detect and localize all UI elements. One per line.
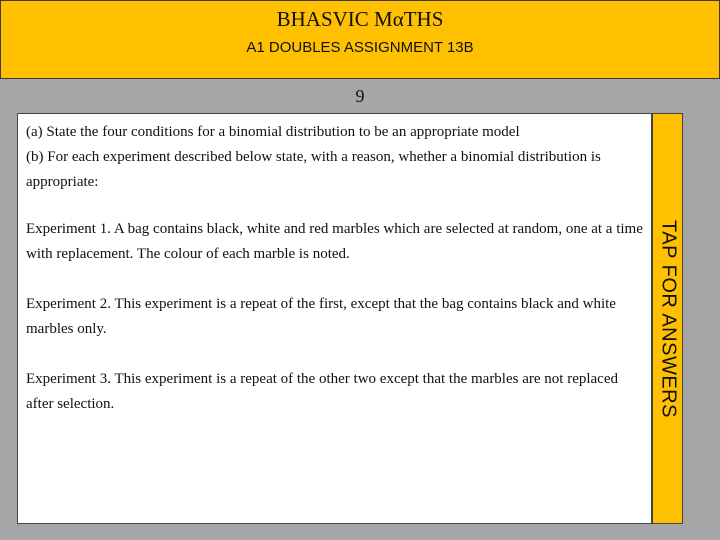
tap-for-answers-button[interactable] — [652, 113, 683, 524]
header-banner — [0, 0, 720, 79]
experiment-2: Experiment 2. This experiment is a repeat of the first, except that the bag contains black and white marbles only. — [26, 296, 616, 337]
question-card — [17, 113, 652, 524]
question-intro — [26, 120, 648, 195]
experiment-1: Experiment 1. A bag contains black, white and red marbles which are selected at random, one at a time with replacement. The colour of each marble is noted. — [26, 221, 643, 262]
question-number: 9 — [355, 86, 365, 106]
question-part-a: (a) State the four conditions for a binomial distribution to be an appropriate model — [26, 124, 520, 140]
question-part-b: (b) For each experiment described below state, with a reason, whether a binomial distribution is appropriate: — [26, 149, 601, 190]
experiment-3: Experiment 3. This experiment is a repeat of the other two except that the marbles are not replaced after selection. — [26, 371, 618, 412]
page-title: BHASVIC MαTHS — [276, 7, 444, 31]
tap-for-answers-label: TAP FOR ANSWERS — [657, 219, 679, 418]
page-subtitle: A1 DOUBLES ASSIGNMENT 13B — [246, 39, 474, 56]
